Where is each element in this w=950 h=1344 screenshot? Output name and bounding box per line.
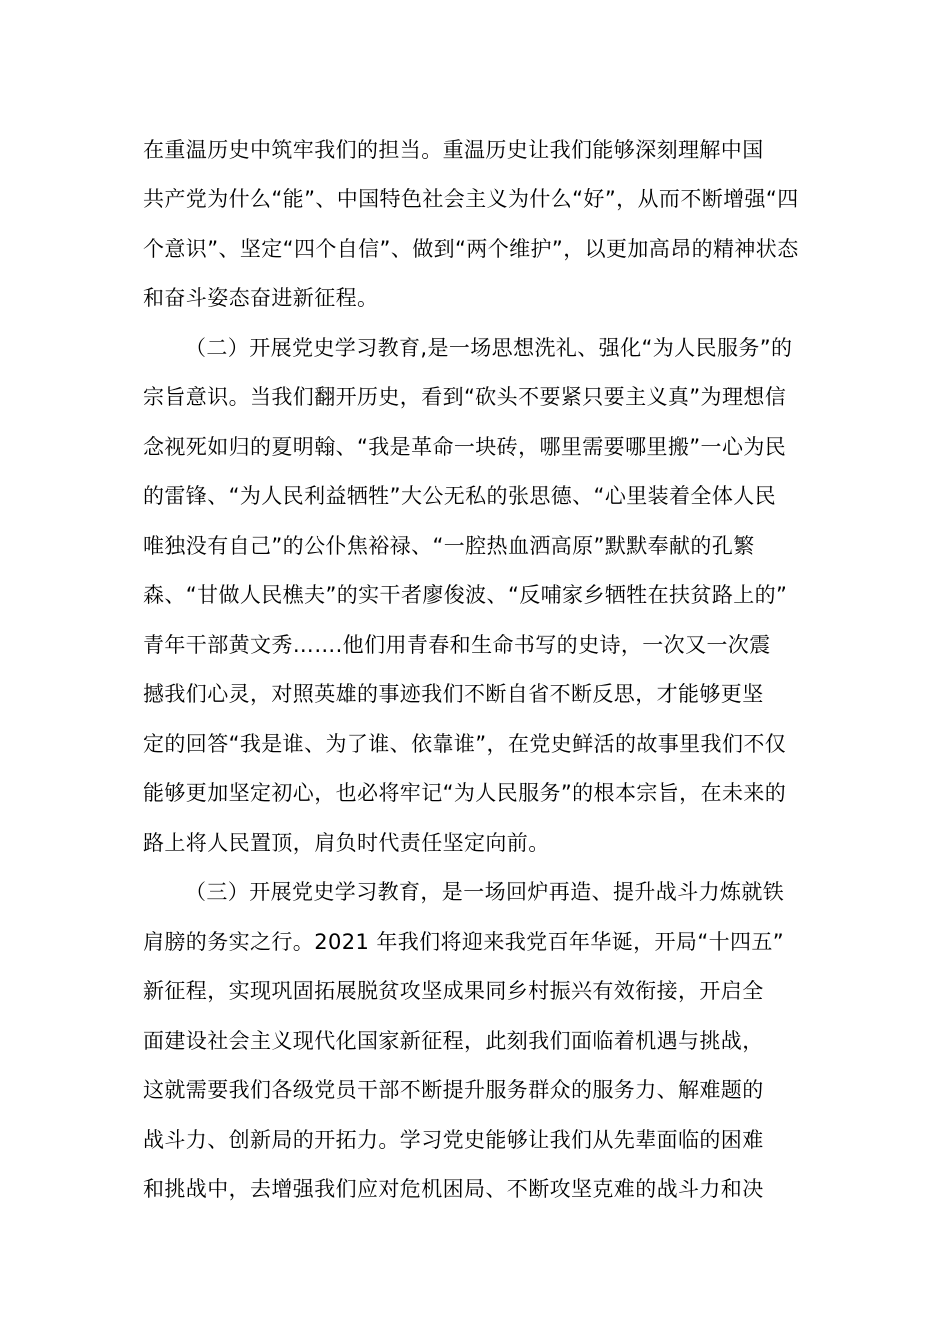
text-line: 森、“甘做人民樵夫”的实干者廖俊波、“反哺家乡牺牲在扶贫路上的” — [143, 583, 788, 607]
text-line: 唯独没有自己”的公仆焦裕禄、“一腔热血洒高原”默默奉献的孔繁 — [143, 534, 755, 558]
text-line: 念视死如归的夏明翰、“我是革命一块砖，哪里需要哪里搬”一心为民 — [143, 435, 787, 459]
text-line: 路上将人民置顶，肩负时代责任坚定向前。 — [143, 831, 550, 855]
paragraph-2-first-line: （二）开展党史学习教育,是一场思想洗礼、强化“为人民服务”的 — [185, 336, 793, 360]
text-line: 肩膀的务实之行。2021 年我们将迎来我党百年华诞，开局“十四五” — [143, 930, 785, 954]
paragraph-3-first-line: （三）开展党史学习教育，是一场回炉再造、提升战斗力炼就铁 — [185, 880, 785, 904]
text-line: 个意识”、坚定“四个自信”、做到“两个维护”，以更加高昂的精神状态 — [143, 237, 799, 261]
text-line: 宗旨意识。当我们翻开历史，看到“砍头不要紧只要主义真”为理想信 — [143, 385, 787, 409]
text-line: 共产党为什么“能”、中国特色社会主义为什么“好”，从而不断增强“四 — [143, 187, 799, 211]
text-line: 撼我们心灵，对照英雄的事迹我们不断自省不断反思，才能够更坚 — [143, 682, 764, 706]
text-line: 战斗力、创新局的开拓力。学习党史能够让我们从先辈面临的困难 — [143, 1128, 764, 1152]
text-line: 能够更加坚定初心，也必将牢记“为人民服务”的根本宗旨，在未来的 — [143, 781, 787, 805]
text-line: 定的回答“我是谁、为了谁、依靠谁”，在党史鲜活的故事里我们不仅 — [143, 732, 787, 756]
text-line: 面建设社会主义现代化国家新征程，此刻我们面临着机遇与挑战， — [143, 1029, 764, 1053]
text-line: 新征程，实现巩固拓展脱贫攻坚成果同乡村振兴有效衔接，开启全 — [143, 979, 764, 1003]
text-line: 和挑战中，去增强我们应对危机困局、不断攻坚克难的战斗力和决 — [143, 1177, 764, 1201]
text-line: 的雷锋、“为人民利益牺牲”大公无私的张思德、“心里装着全体人民 — [143, 484, 777, 508]
text-line: 这就需要我们各级党员干部不断提升服务群众的服务力、解难题的 — [143, 1078, 764, 1102]
text-line: 和奋斗姿态奋进新征程。 — [143, 286, 379, 310]
text-line: 青年干部黄文秀…….他们用青春和生命书写的史诗，一次又一次震 — [143, 633, 771, 657]
text-line: 在重温历史中筑牢我们的担当。重温历史让我们能够深刻理解中国 — [143, 138, 764, 162]
